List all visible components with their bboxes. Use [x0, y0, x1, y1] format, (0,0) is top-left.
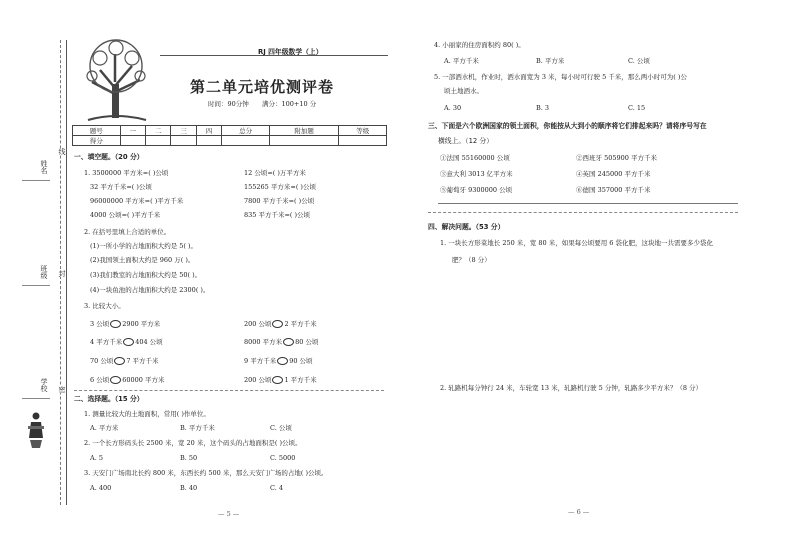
score-row-label: 得分: [73, 136, 121, 146]
country-item: ④英国 245000 平方千米: [576, 170, 651, 178]
country-item: ⑥德国 357000 平方千米: [576, 186, 651, 194]
compare-item: 3 公顷 2900 平方米: [90, 320, 161, 328]
mc-option[interactable]: A. 400: [90, 484, 112, 492]
score-header-cell: 题号: [73, 126, 121, 136]
score-header-cell: 三: [171, 126, 196, 136]
unit-item: (1)一所小学的占地面积大约是 5( )。: [90, 242, 198, 250]
score-cell[interactable]: [171, 136, 196, 146]
fill-item: 12 公顷=( )万平方米: [244, 169, 306, 177]
country-item: ①法国 55160000 公顷: [440, 154, 510, 162]
section-2-title: 二、选择题。（15 分）: [74, 395, 144, 403]
mc-option[interactable]: C. 5000: [270, 454, 296, 462]
page-title: 第二单元培优测评卷: [190, 78, 335, 96]
fill-item: 7800 平方千米=( )公顷: [244, 197, 315, 205]
binding-solid-line: [66, 40, 67, 505]
country-item: ②西班牙 505900 平方千米: [576, 154, 657, 162]
page-number-left: — 5 —: [218, 510, 240, 518]
time-label: 时间：90分钟: [208, 100, 249, 108]
mc-option[interactable]: C. 15: [628, 104, 646, 112]
q2-title: 2. 在括号里填上合适的单位。: [84, 228, 171, 236]
subject-label: [258, 46, 323, 56]
name-underline: [22, 180, 50, 181]
tree-logo-icon: [78, 36, 156, 122]
score-cell[interactable]: [339, 136, 387, 146]
compare-circle[interactable]: [272, 320, 283, 328]
edition-badge: RJ: [258, 48, 266, 56]
compare-circle[interactable]: [272, 376, 283, 384]
mc-question: 3. 天安门广场南北长约 800 米，东西长约 500 米，那么天安门广场的占地( )公顷。: [84, 469, 328, 477]
compare-item: 8000 平方米 80 公顷: [244, 338, 319, 346]
country-item: ③意大利 3013 亿平方米: [440, 170, 513, 178]
unit-item: (3)我们教室的占地面积大约是 50( )。: [90, 271, 202, 279]
score-cell[interactable]: [222, 136, 270, 146]
compare-circle[interactable]: [114, 357, 125, 365]
class-label: 班级: [40, 265, 48, 279]
score-cell[interactable]: [269, 136, 339, 146]
score-cell[interactable]: [145, 136, 170, 146]
score-header-cell: 一: [120, 126, 145, 136]
mc-question: 4. 小丽家的住房面积约 80( )。: [434, 41, 525, 49]
fill-item: 96000000 平方米=( )平方千米: [90, 197, 184, 205]
mc-question: 1. 测量比较大的土地面积，常用( )作单位。: [84, 410, 210, 418]
compare-circle[interactable]: [123, 338, 134, 346]
section-3-title-cont: 横线上。（12 分）: [438, 137, 493, 145]
score-header-cell: 附加题: [269, 126, 339, 136]
section-4-title: 四、解决问题。（53 分）: [428, 223, 505, 231]
answer-line[interactable]: [438, 203, 738, 204]
mc-option[interactable]: B. 3: [536, 104, 550, 112]
mc-question: 2. 一个长方形码头长 2500 米，宽 20 米，这个码头的占地面积是( )公顷。: [84, 439, 302, 447]
section-divider: [74, 390, 384, 391]
binding-char-mi: 密: [58, 386, 66, 393]
fill-item: 32 平方千米=( )公顷: [90, 183, 152, 191]
country-item: ⑤葡萄牙 9300000 公顷: [440, 186, 513, 194]
mc-option[interactable]: A. 平方千米: [444, 57, 479, 65]
compare-item: 70 公顷 7 平方千米: [90, 357, 159, 365]
problem-1: 1. 一块长方形菜地长 250 米，宽 80 米，如果每公顷要用 6 袋化肥，这块地一共需要多少袋化: [440, 239, 713, 247]
mc-question: 5. 一部洒水机，作业时，洒水面宽为 3 米，每小时可行驶 5 千米，那么两小时可为( )公: [434, 73, 687, 81]
score-label: 满分：100+10 分: [262, 100, 317, 108]
score-cell[interactable]: [196, 136, 221, 146]
problem-2: 2. 轧路机每分钟行 24 米，车轮宽 13 米，轧路机行驶 5 分钟，轧路多少平方米？（8 分）: [440, 384, 703, 392]
compare-item: 9 平方千米 90 公顷: [244, 357, 313, 365]
compare-item: 6 公顷 60000 平方米: [90, 376, 165, 384]
score-header-cell: 等级: [339, 126, 387, 136]
unit-item: (4)一块鱼池的占地面积大约是 2300( )。: [90, 286, 210, 294]
subject-text: 四年级数学（上）: [268, 48, 323, 56]
q3-title: 3. 比较大小。: [84, 302, 125, 310]
compare-circle[interactable]: [277, 357, 288, 365]
mc-option[interactable]: C. 4: [270, 484, 284, 492]
mc-option[interactable]: A. 平方米: [90, 424, 119, 432]
section-divider: [428, 212, 738, 213]
score-cell[interactable]: [120, 136, 145, 146]
section-3-title: 三、下面是六个欧洲国家的领土面积，你能按从大到小的顺序将它们排起来吗？请将序号写在: [428, 122, 707, 130]
mc-question-cont: 顷土地洒水。: [444, 87, 483, 95]
school-label: 学校: [40, 378, 48, 392]
section-1-title: 一、填空题。（20 分）: [74, 153, 144, 161]
mc-option[interactable]: C. 公顷: [270, 424, 292, 432]
compare-circle[interactable]: [110, 320, 121, 328]
score-header-cell: 四: [196, 126, 221, 136]
compare-circle[interactable]: [283, 338, 294, 346]
fill-item: 155265 平方米≈( )公顷: [244, 183, 316, 191]
fill-item: 1. 3500000 平方米=( )公顷: [84, 169, 169, 177]
binding-char-feng: 封: [58, 270, 66, 277]
mc-option[interactable]: C. 公顷: [628, 57, 650, 65]
score-header-cell: 二: [145, 126, 170, 136]
fill-item: 4000 公顷=( )平方千米: [90, 211, 161, 219]
unit-item: (2)我国领土面积大约是 960 万( )。: [90, 256, 195, 264]
problem-1-cont: 肥？（8 分）: [452, 256, 491, 264]
mc-option[interactable]: B. 平方米: [536, 57, 565, 65]
score-header-cell: 总分: [222, 126, 270, 136]
page-number-right: — 6 —: [568, 508, 590, 516]
score-table: [72, 125, 387, 146]
compare-circle[interactable]: [110, 376, 121, 384]
fill-item: 835 平方千米=( )公顷: [244, 211, 311, 219]
school-underline: [22, 398, 50, 399]
mc-option[interactable]: B. 40: [180, 484, 198, 492]
mc-option[interactable]: A. 30: [444, 104, 462, 112]
binding-char-xian: 线: [58, 148, 66, 155]
name-label: 姓名: [40, 160, 48, 174]
class-underline: [22, 285, 50, 286]
compare-item: 4 平方千米 404 公顷: [90, 338, 163, 346]
compare-item: 200 公顷 1 平方千米: [244, 376, 317, 384]
mc-option[interactable]: B. 50: [180, 454, 198, 462]
compare-item: 200 公顷 2 平方千米: [244, 320, 317, 328]
reading-figure-icon: [28, 410, 44, 450]
mc-option[interactable]: A. 5: [90, 454, 103, 462]
mc-option[interactable]: B. 平方千米: [180, 424, 215, 432]
